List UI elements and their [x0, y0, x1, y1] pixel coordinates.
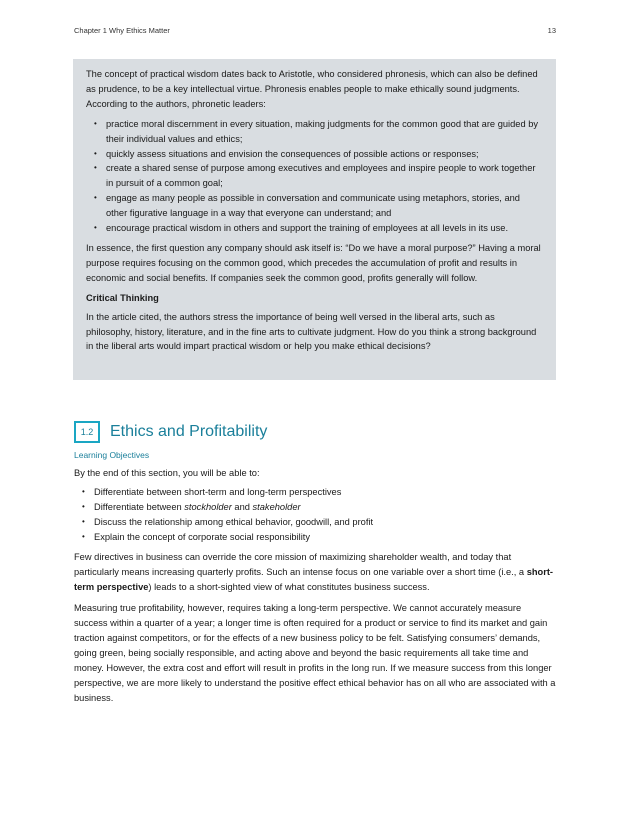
list-item: • quickly assess situations and envision the consequences of possible actions or responses;	[106, 147, 543, 162]
list-item: • practice moral discernment in every situation, making judgments for the common good that are guided by their individual values and ethics;	[106, 117, 543, 147]
feature-box	[73, 59, 556, 380]
section-heading	[74, 420, 556, 444]
section-ethics-profitability	[74, 420, 556, 712]
objectives-list	[74, 485, 556, 545]
key-term-short-term: short-term perspective	[74, 567, 554, 593]
paragraph-long-term: Measuring true profitability, however, requires taking a long-term perspective. We cannot accurately measure success within a quarter of a year; a longer time is often required for a product or service to find its market and gain traction against competitors, or for the effects of a new business policy to be felt. Satisfying consumers’ demands, going green, being socially responsible, and acting above and beyond the basic requirements all take time and money. However, the extra cost and effort will result in profits in the long run. If we measure success from this longer perspective, we are more likely to understand the positive effect ethical behavior has on all who are associated with a business.	[74, 603, 556, 703]
term-stockholder: stockholder	[184, 501, 232, 512]
list-item: • Discuss the relationship among ethical behavior, goodwill, and profit	[94, 515, 556, 530]
paragraph-text: ) leads to a short-sighted view of what constitutes business success.	[148, 582, 430, 593]
box-intro: The concept of practical wisdom dates back to Aristotle, who considered phronesis, which can also be defined as prudence, to be a key intellectual virtue. Phronesis enables people to make ethically sound judgments. According to the authors, phronetic leaders:	[86, 69, 538, 109]
term-stakeholder: stakeholder	[252, 501, 301, 512]
box-essence: In essence, the first question any company should ask itself is: “Do we have a moral purpose?” Having a moral purpose requires focusing on the common good, which precedes the accumulation of profit and results in economic and social benefits. If companies seek the common good, profits generally will follow.	[86, 242, 541, 283]
critical-thinking-heading: Critical Thinking	[86, 292, 159, 303]
leader-traits-list	[86, 117, 543, 236]
objective-text: Differentiate between	[94, 501, 185, 512]
chapter-title: Chapter 1 Why Ethics Matter	[74, 26, 170, 35]
paragraph-text: Few directives in business can override the core mission of maximizing shareholder wealth, and today that particularly means increasing quarterly profits. Such an intense focus on one variable over a short time (i.e., a	[74, 552, 527, 578]
list-item	[94, 500, 556, 515]
learning-objectives-label: Learning Objectives	[74, 450, 150, 460]
page-number: 13	[547, 26, 556, 35]
critical-thinking-text: In the article cited, the authors stress the importance of being well versed in the liberal arts, such as philosophy, history, literature, and in the fine arts to cultivate judgment. How do you think a strong background in the liberal arts would impart practical wisdom or help you make ethical decisions?	[86, 311, 537, 352]
section-title: Ethics and Profitability	[110, 422, 268, 440]
list-item: • Differentiate between short-term and long-term perspectives	[94, 485, 556, 500]
objective-text: and	[231, 501, 253, 512]
list-item: • Explain the concept of corporate social responsibility	[94, 530, 556, 545]
learning-objectives-intro: By the end of this section, you will be able to:	[74, 467, 260, 478]
list-item: • engage as many people as possible in conversation and communicate using metaphors, stories, and other figurative language in a way that everyone can understand; and	[106, 191, 543, 221]
list-item: • create a shared sense of purpose among executives and employees and inspire people to work together in pursuit of a common goal;	[106, 161, 543, 191]
section-number: 1.2	[74, 421, 100, 443]
paragraph-shareholder-wealth	[74, 550, 556, 595]
list-item: • encourage practical wisdom in others and support the training of employees at all levels in its use.	[106, 221, 543, 236]
